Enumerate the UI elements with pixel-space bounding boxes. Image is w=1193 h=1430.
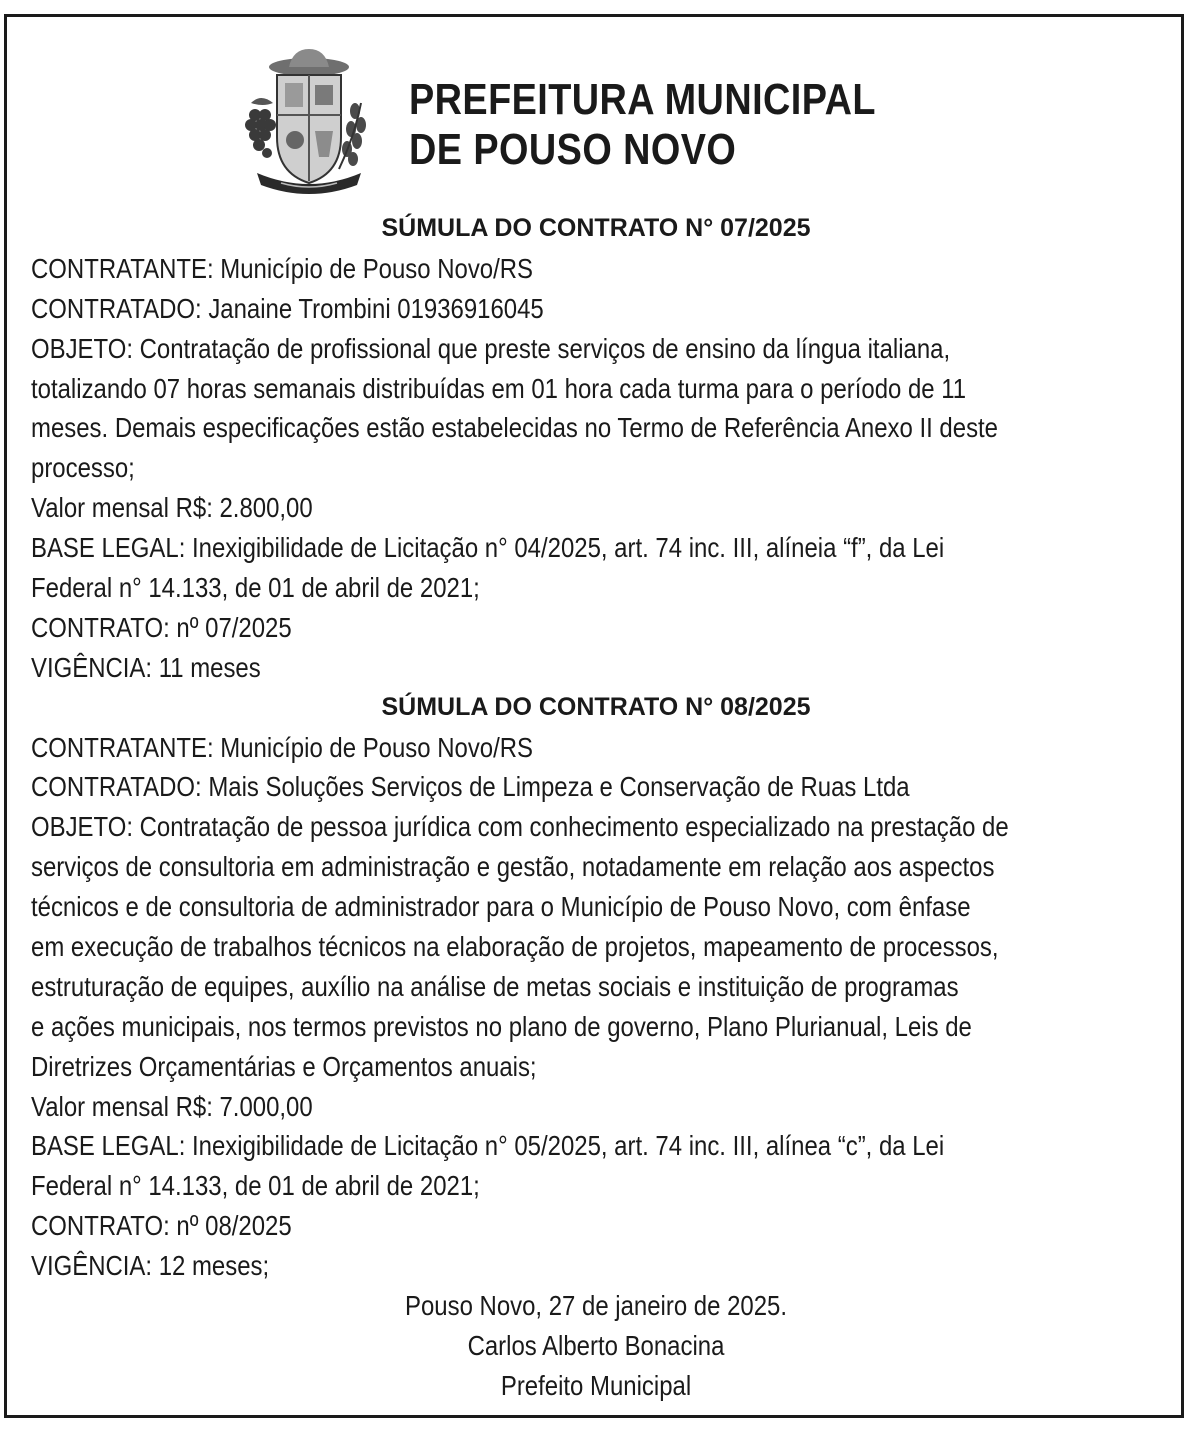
contract-2-line: Valor mensal R$: 7.000,00 bbox=[31, 1090, 313, 1122]
title-line-1: PREFEITURA MUNICIPAL bbox=[409, 75, 876, 124]
notice-page bbox=[4, 14, 1184, 1418]
contract-1-line: totalizando 07 horas semanais distribuídas em 01 hora cada turma para o período de 11 bbox=[31, 372, 967, 404]
contract-2-line: CONTRATADO: Mais Soluções Serviços de Limpeza e Conservação de Ruas Ltda bbox=[31, 771, 910, 803]
contract-2-line: VIGÊNCIA: 12 meses; bbox=[31, 1250, 270, 1282]
contract-1-line: VIGÊNCIA: 11 meses bbox=[31, 651, 261, 683]
page-title bbox=[409, 75, 876, 175]
contract-1-line: BASE LEGAL: Inexigibilidade de Licitação n° 04/2025, art. 74 inc. III, alíneia “f”, da Lei bbox=[31, 532, 945, 564]
municipal-seal-icon bbox=[237, 45, 377, 195]
notice-header bbox=[237, 45, 957, 215]
contract-2-line: em execução de trabalhos técnicos na elaboração de projetos, mapeamento de processos, bbox=[31, 931, 999, 963]
contract-2-heading: SÚMULA DO CONTRATO N° 08/2025 bbox=[381, 692, 811, 721]
notice-body bbox=[31, 209, 1161, 1406]
title-line-2: DE POUSO NOVO bbox=[409, 125, 737, 174]
contract-1-line: CONTRATO: nº 07/2025 bbox=[31, 611, 292, 643]
contract-1-line: Federal n° 14.133, de 01 de abril de 2021; bbox=[31, 572, 480, 604]
contract-2-line: técnicos e de consultoria de administrador para o Município de Pouso Novo, com ênfase bbox=[31, 891, 971, 923]
contract-1-heading: SÚMULA DO CONTRATO N° 07/2025 bbox=[381, 214, 811, 242]
contract-2-line: Federal n° 14.133, de 01 de abril de 2021; bbox=[31, 1170, 480, 1202]
contract-2-line: BASE LEGAL: Inexigibilidade de Licitação n° 05/2025, art. 74 inc. III, alínea “c”, da Lei bbox=[31, 1130, 945, 1162]
signature-role: Prefeito Municipal bbox=[500, 1369, 692, 1401]
contract-2-line: estruturação de equipes, auxílio na análise de metas sociais e instituição de programas bbox=[31, 970, 959, 1002]
contract-2-line: Diretrizes Orçamentárias e Orçamentos anuais; bbox=[31, 1050, 537, 1082]
contract-2-line: CONTRATANTE: Município de Pouso Novo/RS bbox=[31, 731, 534, 763]
contract-1-line: Valor mensal R$: 2.800,00 bbox=[31, 492, 313, 524]
contract-1-line: meses. Demais especificações estão estabelecidas no Termo de Referência Anexo II deste bbox=[31, 412, 999, 444]
contract-1-line: processo; bbox=[31, 452, 135, 484]
contract-1-line: OBJETO: Contratação de profissional que preste serviços de ensino da língua italiana, bbox=[31, 332, 951, 364]
contract-1-line: CONTRATANTE: Município de Pouso Novo/RS bbox=[31, 252, 534, 284]
signature-place-date: Pouso Novo, 27 de janeiro de 2025. bbox=[405, 1290, 787, 1322]
contract-2-line: e ações municipais, nos termos previstos no plano de governo, Plano Plurianual, Leis de bbox=[31, 1010, 972, 1042]
signature-name: Carlos Alberto Bonacina bbox=[467, 1329, 725, 1361]
contract-2-line: OBJETO: Contratação de pessoa jurídica com conhecimento especializado na prestação de bbox=[31, 811, 1009, 843]
contract-2-line: CONTRATO: nº 08/2025 bbox=[31, 1210, 292, 1242]
contract-1-line: CONTRATADO: Janaine Trombini 01936916045 bbox=[31, 292, 544, 324]
contract-2-line: serviços de consultoria em administração e gestão, notadamente em relação aos aspectos bbox=[31, 851, 995, 883]
